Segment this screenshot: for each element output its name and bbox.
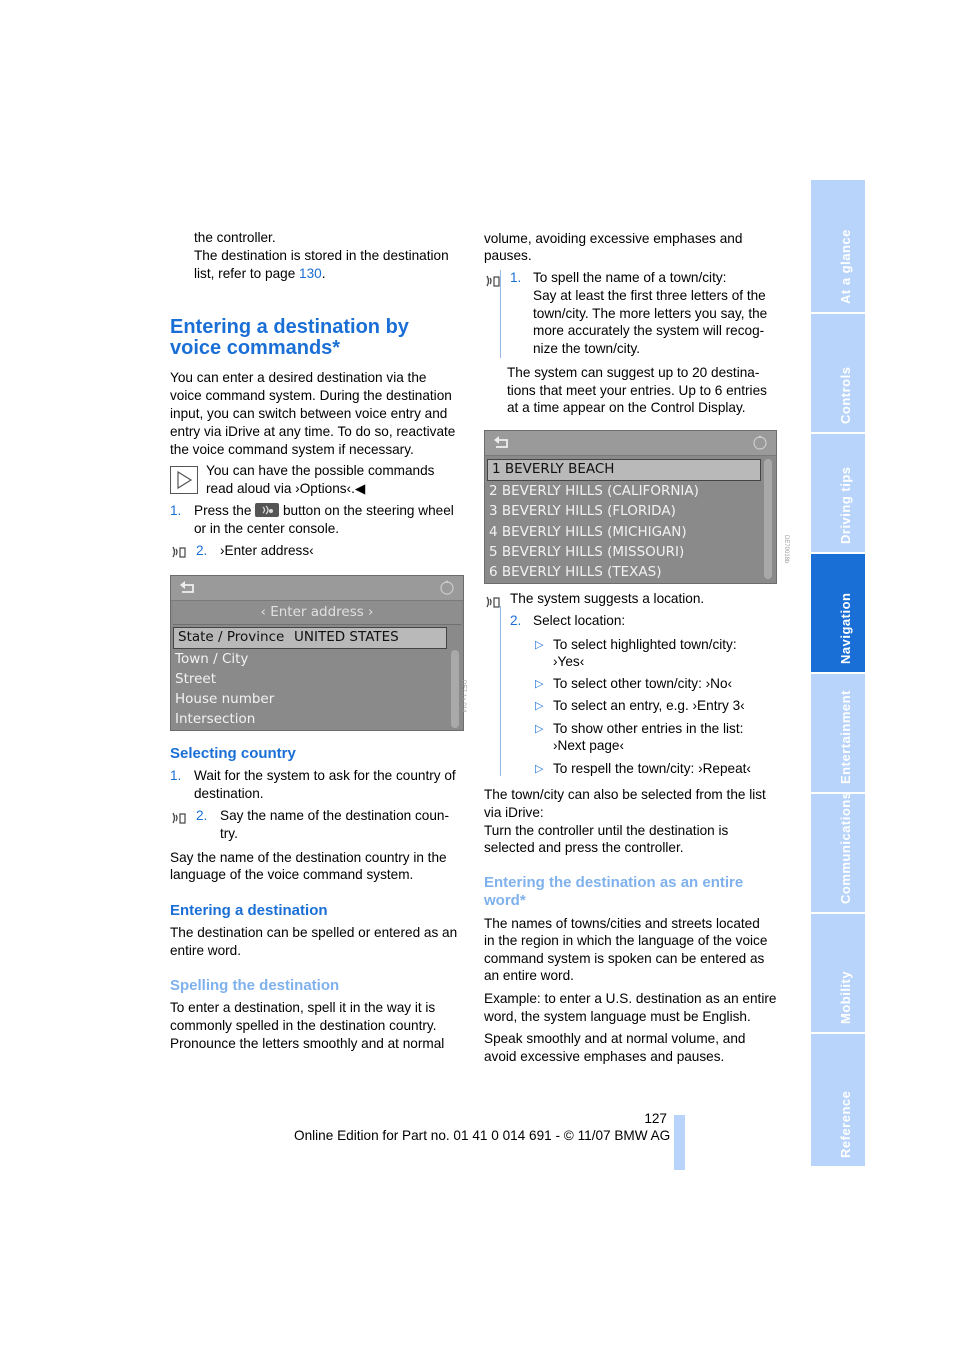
controller-knob-icon [439, 580, 455, 596]
suggest-line-3: at a time appear on the Control Display. [507, 400, 746, 415]
selecting-country-heading: Selecting country [170, 745, 296, 762]
entire-para1-line-3: command system is spoken can be entered as [484, 951, 765, 966]
tab-label: Reference [838, 1090, 853, 1158]
destination-row-6[interactable]: 6 BEVERLY HILLS (TEXAS) [489, 564, 662, 580]
footer-accent-bar [674, 1115, 685, 1170]
sel1-line-1: Wait for the system to ask for the country of [194, 768, 456, 783]
enter-address-screen [170, 575, 464, 731]
menu-row-town-city[interactable]: Town / City [175, 651, 249, 667]
right-step2-text: Select location: [533, 613, 626, 628]
entire-para1-line-1: The names of towns/cities and streets located [484, 916, 760, 931]
screen2-code: DE70018b [783, 535, 789, 564]
screen2-topbar [485, 431, 776, 456]
idrive-line-1: The town/city can also be selected from the list [484, 787, 766, 802]
screen2-scrollbar[interactable] [764, 459, 772, 579]
right-step1-line-2: Say at least the first three letters of the [533, 288, 766, 303]
back-arrow-icon[interactable] [493, 435, 511, 449]
voice-section-bar [500, 606, 501, 776]
intro-end: . [321, 266, 326, 281]
sel2-line-1: Say the name of the destination coun- [220, 808, 449, 823]
entire-word-heading-line-2: word* [484, 892, 526, 909]
option-4-line-2: ›Next page‹ [553, 738, 625, 753]
idrive-line-4: selected and press the controller. [484, 840, 684, 855]
spelling-para-line-2: commonly spelled in the destination country. [170, 1018, 437, 1033]
screen1-title: ‹ Enter address › [260, 604, 374, 620]
tab-controls[interactable] [811, 314, 865, 432]
para1-line-4: entry via iDrive at any time. To do so, reactivate [170, 424, 456, 439]
step1-line-1 [194, 502, 454, 520]
right-step1-line-5: nize the town/city. [533, 341, 641, 356]
spelling-para-line-3: Pronounce the letters smoothly and at normal [170, 1036, 445, 1051]
sel-para-line-2: language of the voice command system. [170, 867, 414, 882]
entering-destination-heading: Entering a destination [170, 902, 328, 919]
spelling-para-line-1: To enter a destination, spell it in the way it is [170, 1000, 436, 1015]
step1-line-2: or in the center console. [194, 521, 340, 536]
intro-line-3-text: list, refer to page [194, 266, 300, 281]
intro-line-1: the controller. [194, 230, 276, 245]
step1-pre: Press the [194, 503, 252, 518]
idrive-line-2: via iDrive: [484, 805, 544, 820]
back-arrow-icon[interactable] [179, 580, 197, 594]
sel1-number: 1. [170, 768, 182, 783]
right-step2-number: 2. [510, 613, 522, 628]
page-number: 127 [644, 1111, 667, 1126]
option-1-line-1: To select highlighted town/city: [553, 637, 737, 652]
bullet-triangle-icon: ▷ [535, 639, 544, 651]
bullet-triangle-icon: ▷ [535, 723, 544, 735]
voice-command-icon [170, 544, 188, 560]
entering-para-line-1: The destination can be spelled or entered as an [170, 925, 458, 940]
note-play-icon [170, 466, 198, 494]
tab-mobility[interactable] [811, 914, 865, 1032]
state-province-row[interactable] [173, 627, 447, 649]
destination-row-5[interactable]: 5 BEVERLY HILLS (MISSOURI) [489, 544, 685, 560]
suggest-line-2: tions that meet your entries. Up to 6 entries [507, 383, 767, 398]
option-3: To select an entry, e.g. ›Entry 3‹ [553, 698, 745, 713]
spelling-destination-heading: Spelling the destination [170, 977, 340, 994]
right-step1-line-1: To spell the name of a town/city: [533, 270, 727, 285]
step1-number: 1. [170, 503, 182, 518]
destination-row-1: 1 BEVERLY BEACH [492, 461, 615, 477]
suggests-location: The system suggests a location. [510, 591, 705, 606]
tab-communications[interactable] [811, 791, 865, 912]
entire-word-heading-line-1: Entering the destination as an entire [484, 874, 744, 891]
idrive-line-3: Turn the controller until the destination is [484, 823, 729, 838]
right-step1-line-3: town/city. The more letters you say, the [533, 306, 768, 321]
tab-label: Navigation [838, 592, 853, 664]
tab-label: Communications [838, 791, 853, 904]
section-heading-line-2: voice commands* [170, 337, 341, 359]
bullet-triangle-icon: ▷ [535, 678, 544, 690]
screen1-scrollbar[interactable] [451, 650, 459, 728]
entire-para3-line-1: Speak smoothly and at normal volume, and [484, 1031, 746, 1046]
sel1-line-2: destination. [194, 786, 264, 801]
tab-navigation[interactable] [811, 554, 865, 672]
tab-label: Driving tips [838, 466, 853, 544]
menu-row-street[interactable]: Street [175, 671, 217, 687]
state-province-value: UNITED STATES [294, 629, 399, 645]
intro-line-3 [194, 265, 326, 283]
step2-number: 2. [196, 543, 208, 558]
sel2-line-2: try. [220, 826, 238, 841]
entire-para3-line-2: avoid excessive emphases and pauses. [484, 1049, 725, 1064]
entering-para-line-2: entire word. [170, 943, 242, 958]
note-line-1: You can have the possible commands [206, 463, 435, 478]
right-step1-line-4: more accurately the system will recog- [533, 323, 765, 338]
tab-at-a-glance[interactable] [811, 180, 865, 312]
edition-text: Online Edition for Part no. 01 41 0 014 691 - © 11/07 BMW AG [294, 1128, 671, 1143]
para1-line-2: voice command system. During the destination [170, 388, 452, 403]
suggest-line-1: The system can suggest up to 20 destina- [507, 365, 760, 380]
page-link[interactable]: 130 [299, 266, 322, 281]
destination-row-highlighted[interactable] [487, 459, 761, 481]
entire-para1-line-2: in the region in which the language of the voice [484, 933, 768, 948]
right-intro-line-2: pauses. [484, 248, 532, 263]
tab-label: Mobility [838, 970, 853, 1024]
para1-line-3: input, you can switch between voice entry and [170, 406, 448, 421]
bullet-triangle-icon: ▷ [535, 700, 544, 712]
destination-row-4[interactable]: 4 BEVERLY HILLS (MICHIGAN) [489, 524, 687, 540]
step2-text: ›Enter address‹ [220, 543, 314, 558]
para1-line-5: the voice command system if necessary. [170, 442, 414, 457]
tab-label: Entertainment [838, 690, 853, 784]
menu-row-house-number[interactable]: House number [175, 691, 275, 707]
state-province-label: State / Province [178, 629, 285, 645]
option-4-line-1: To show other entries in the list: [553, 721, 744, 736]
section-heading-line-1: Entering a destination by [170, 316, 409, 338]
destination-list-screen [484, 430, 777, 584]
tab-reference[interactable] [811, 1034, 865, 1166]
note-line-2: read aloud via ›Options‹.◀ [206, 481, 366, 496]
option-5: To respell the town/city: ›Repeat‹ [553, 761, 751, 776]
menu-row-intersection[interactable]: Intersection [175, 711, 256, 727]
tab-label: Controls [838, 366, 853, 424]
intro-line-2: The destination is stored in the destination [194, 248, 449, 263]
step1-post: button on the steering wheel [282, 503, 454, 518]
bullet-triangle-icon: ▷ [535, 763, 544, 775]
entire-para1-line-4: an entire word. [484, 968, 574, 983]
screen1-title-bar [173, 601, 461, 625]
destination-row-2[interactable]: 2 BEVERLY HILLS (CALIFORNIA) [489, 483, 699, 499]
voice-command-icon [170, 810, 188, 826]
tab-entertainment[interactable] [811, 674, 865, 792]
sel2-number: 2. [196, 808, 208, 823]
voice-section-bar [500, 270, 501, 358]
talk-button-icon [255, 503, 279, 517]
screen1-code: DE7-1a-014 [460, 680, 466, 713]
screen1-topbar [171, 576, 463, 601]
entire-para2-line-2: word, the system language must be English. [484, 1009, 751, 1024]
right-intro-line-1: volume, avoiding excessive emphases and [484, 231, 743, 246]
sel-para-line-1: Say the name of the destination country in the [170, 850, 447, 865]
option-2: To select other town/city: ›No‹ [553, 676, 733, 691]
tab-driving-tips[interactable] [811, 434, 865, 552]
right-step1-number: 1. [510, 270, 522, 285]
entire-para2-line-1: Example: to enter a U.S. destination as an entire [484, 991, 777, 1006]
tab-label: At a glance [838, 229, 853, 304]
controller-knob-icon [752, 435, 768, 451]
option-1-line-2: ›Yes‹ [553, 654, 585, 669]
destination-row-3[interactable]: 3 BEVERLY HILLS (FLORIDA) [489, 503, 676, 519]
para1-line-1: You can enter a desired destination via the [170, 370, 427, 385]
